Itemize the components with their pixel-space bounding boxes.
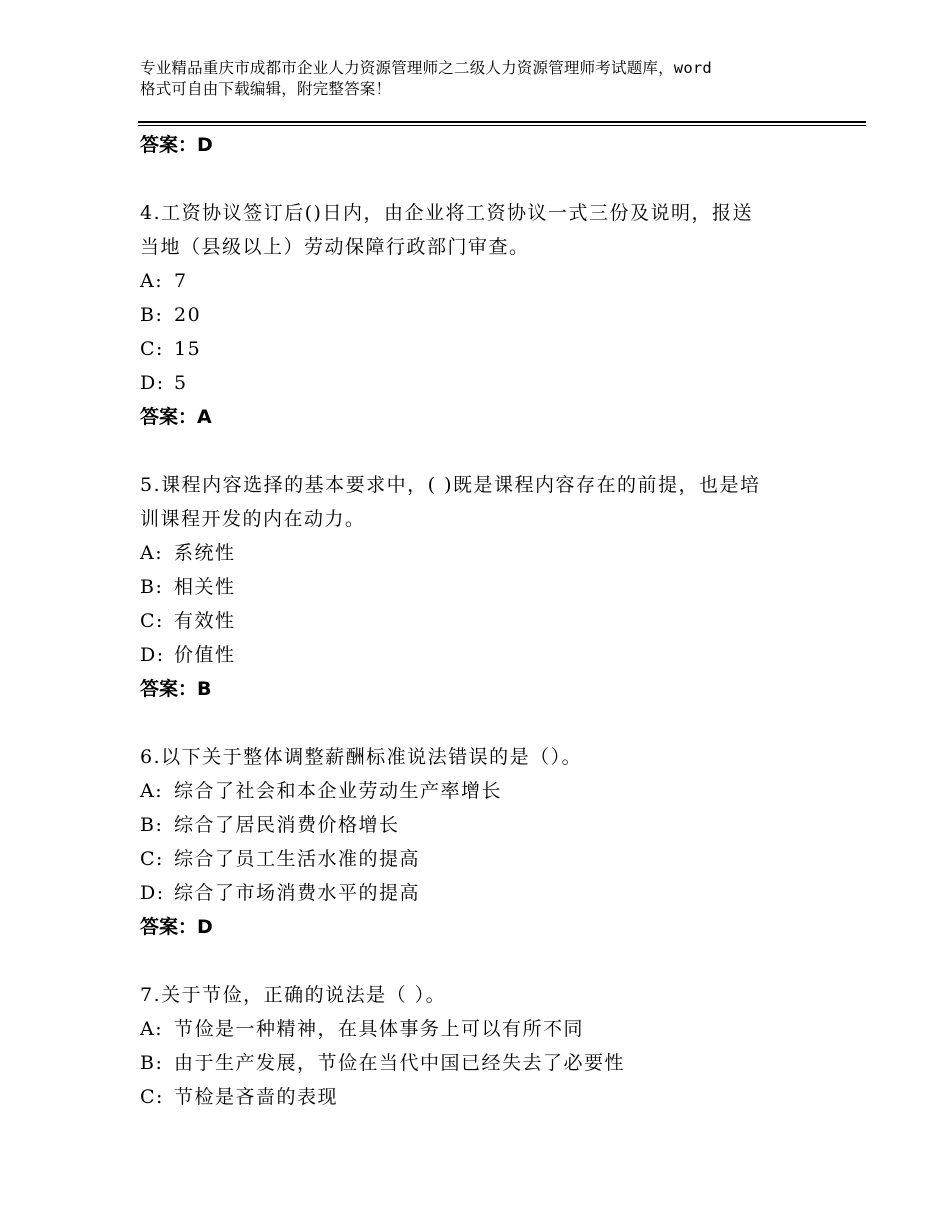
option-text: 价值性: [174, 644, 236, 666]
option-text: 综合了市场消费水平的提高: [174, 882, 421, 904]
option-label: A:: [140, 1018, 164, 1040]
question-stem-line: 4.工资协议签订后()日内，由企业将工资协议一式三份及说明，报送: [140, 202, 753, 224]
option-d: [140, 366, 820, 400]
answer-key: 答案：D: [140, 916, 213, 938]
previous-answer: 答案：D: [140, 134, 213, 156]
option-label: B:: [140, 814, 164, 836]
option-a: [140, 536, 820, 570]
question-stem: [140, 468, 820, 536]
option-label: A:: [140, 270, 164, 292]
question-7: [140, 978, 820, 1114]
option-b: [140, 570, 820, 604]
question-stem: [140, 978, 820, 1012]
option-text: 相关性: [174, 576, 236, 598]
option-a: [140, 1012, 820, 1046]
question-list: [140, 128, 820, 1114]
question-stem-line: 7.关于节俭，正确的说法是（ ）。: [140, 984, 447, 1006]
option-text: 综合了员工生活水准的提高: [174, 848, 421, 870]
option-d: [140, 638, 820, 672]
option-text: 20: [174, 304, 202, 326]
header-divider-thick: [138, 121, 866, 123]
option-b: [140, 1046, 820, 1080]
option-text: 系统性: [174, 542, 236, 564]
option-label: B:: [140, 304, 164, 326]
header-divider: [138, 121, 866, 127]
option-text: 节检是吝啬的表现: [174, 1086, 339, 1108]
option-text: 综合了社会和本企业劳动生产率增长: [174, 780, 503, 802]
option-c: [140, 604, 820, 638]
question-5: [140, 468, 820, 706]
option-label: A:: [140, 542, 164, 564]
option-text: 由于生产发展，节俭在当代中国已经失去了必要性: [174, 1052, 626, 1074]
answer-key: 答案：A: [140, 406, 212, 428]
option-text: 有效性: [174, 610, 236, 632]
header-divider-thin: [138, 125, 866, 126]
option-text: 7: [174, 270, 188, 292]
option-label: C:: [140, 338, 164, 360]
option-text: 5: [174, 372, 188, 394]
option-label: A:: [140, 780, 164, 802]
option-text: 15: [174, 338, 202, 360]
question-stem-line: 训课程开发的内在动力。: [140, 508, 366, 530]
option-b: [140, 808, 820, 842]
option-text: 节俭是一种精神，在具体事务上可以有所不同: [174, 1018, 585, 1040]
option-label: B:: [140, 1052, 164, 1074]
option-c: [140, 842, 820, 876]
question-6: [140, 740, 820, 944]
option-label: C:: [140, 848, 164, 870]
option-label: D:: [140, 372, 165, 394]
option-b: [140, 298, 820, 332]
answer-key: 答案：B: [140, 678, 212, 700]
option-label: D:: [140, 644, 165, 666]
question-stem-line: 6.以下关于整体调整薪酬标准说法错误的是（）。: [140, 746, 583, 768]
option-a: [140, 774, 820, 808]
option-a: [140, 264, 820, 298]
header-line-2: 格式可自由下载编辑，附完整答案！: [140, 80, 392, 98]
question-4: [140, 196, 820, 434]
option-d: [140, 876, 820, 910]
option-label: B:: [140, 576, 164, 598]
question-stem: [140, 196, 820, 264]
question-stem: [140, 740, 820, 774]
question-stem-line: 当地（县级以上）劳动保障行政部门审查。: [140, 236, 530, 258]
option-label: C:: [140, 610, 164, 632]
option-label: C:: [140, 1086, 164, 1108]
option-c: [140, 332, 820, 366]
header-line-1: 专业精品重庆市成都市企业人力资源管理师之二级人力资源管理师考试题库，word: [140, 59, 712, 77]
page-header: [140, 58, 830, 100]
option-text: 综合了居民消费价格增长: [174, 814, 400, 836]
option-c: [140, 1080, 820, 1114]
option-label: D:: [140, 882, 165, 904]
question-stem-line: 5.课程内容选择的基本要求中，( )既是课程内容存在的前提，也是培: [140, 474, 761, 496]
